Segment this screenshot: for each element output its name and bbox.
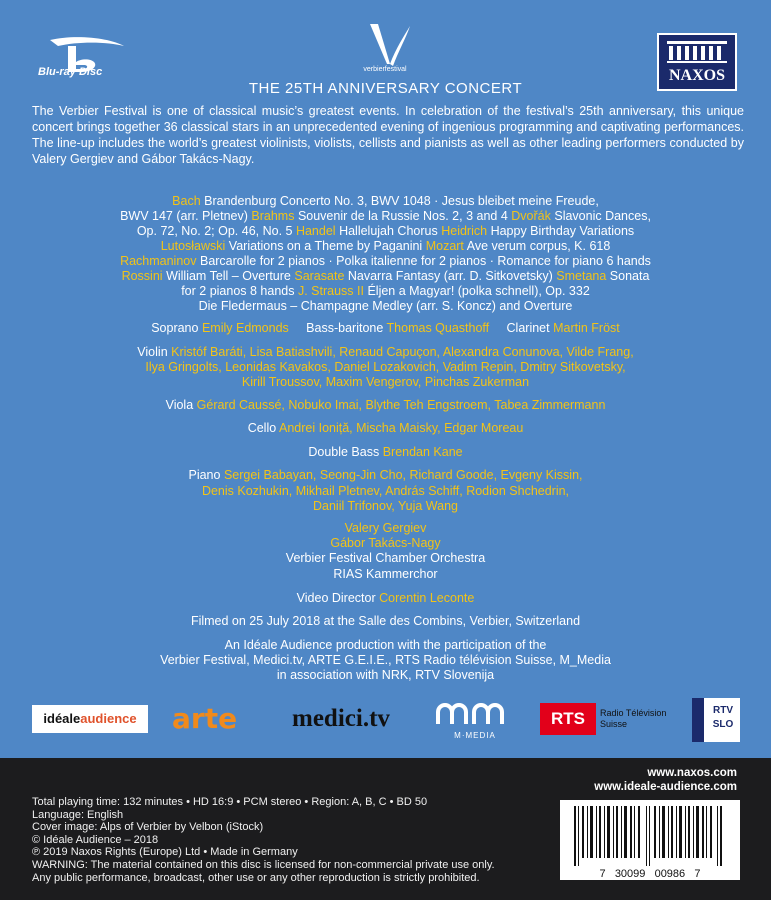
credit-line: in association with NRK, RTV Slovenija — [276, 668, 495, 682]
orchestra: Verbier Festival Chamber Orchestra — [285, 551, 486, 565]
piano-line: Denis Kozhukin, Mikhail Pletnev, András Schiff, Rodion Shchedrin, — [201, 484, 570, 498]
footer-details — [32, 796, 495, 884]
details-line: WARNING: The material contained on this disc is licensed for non-commercial private use only. — [32, 858, 495, 871]
logo-text: Suisse — [600, 719, 628, 729]
choir: RIAS Kammerchor — [333, 567, 438, 581]
violin-line: Kirill Troussov, Maxim Vengerov, Pinchas Zukerman — [241, 375, 530, 389]
rts-logo: RTS — [540, 703, 596, 735]
work: Sonata — [609, 269, 650, 283]
violin-line — [0, 345, 771, 359]
work: Variations on a Theme by Paganini — [228, 239, 423, 253]
role-label: Clarinet — [506, 321, 550, 335]
work: Barcarolle for 2 pianos · Polka italienne for 2 pianos · Romance for piano 6 hands — [199, 254, 651, 268]
composer: Sarasate — [294, 269, 345, 283]
video-director-line — [0, 591, 771, 605]
footer-urls — [594, 766, 737, 794]
composer: Lutosławski — [160, 239, 226, 253]
details-line: Language: English — [32, 808, 124, 821]
work: BWV 147 (arr. Pletnev) — [120, 209, 248, 223]
violin-line: Ilya Gringolts, Leonidas Kavakos, Daniel Lozakovich, Vadim Repin, Dmitry Sitkovetsky, — [145, 360, 626, 374]
work: Op. 72, No. 2; Op. 46, No. 5 — [136, 224, 293, 238]
work: Die Fledermaus – Champagne Medley (arr. S. Koncz) and Overture — [198, 299, 573, 313]
program-line — [0, 194, 771, 208]
m-media-logo — [434, 702, 516, 738]
ideale-audience-logo — [32, 705, 148, 733]
performer: Corentin Leconte — [379, 591, 475, 605]
composer: Handel — [295, 224, 336, 238]
soloists-line — [0, 321, 771, 335]
program-line — [0, 224, 771, 238]
cello-line — [0, 421, 771, 435]
role-label: Bass-baritone — [306, 321, 384, 335]
ideale-url-link[interactable]: www.ideale-audience.com — [594, 781, 737, 793]
rts-sub-label — [600, 708, 666, 730]
naxos-url-link[interactable]: www.naxos.com — [647, 767, 737, 779]
logo-text: RTV — [713, 705, 733, 716]
performer: Kristóf Baráti, Lisa Batiashvili, Renaud Capuçon, Alexandra Conunova, Vilde Frang, — [171, 345, 634, 359]
performer: Emily Edmonds — [201, 321, 289, 335]
viola-line — [0, 398, 771, 412]
composer: Smetana — [556, 269, 607, 283]
composer: J. Strauss II — [297, 284, 364, 298]
performer: Martin Fröst — [553, 321, 620, 335]
logo-text: audience — [80, 711, 137, 726]
intro-paragraph: The Verbier Festival is one of classical music’s greatest events. In celebration of the festival’s 25th anniversary, this unique concert brings together 36 classical stars in an unprecedented evening of ingenious programming and captivating performances. The line-up includes the world’s greatest violinists, violists, cellists and pianists as well as other leading performers conducted by Valery Gergiev and Gábor Takács-Nagy. — [32, 104, 744, 166]
double-bass-line — [0, 445, 771, 459]
work: Éljen a Magyar! (polka schnell), Op. 332 — [367, 284, 590, 298]
role-label: Cello — [247, 421, 277, 435]
credit-line: An Idéale Audience production with the participation of the — [224, 638, 547, 652]
details-line: Any public performance, broadcast, other use or any other reproduction is strictly prohibited. — [32, 871, 480, 884]
role-label: Piano — [188, 468, 221, 482]
composer: Rossini — [121, 269, 163, 283]
composer: Rachmaninov — [120, 254, 197, 268]
logo-text: idéale — [43, 711, 81, 726]
piano-line — [0, 468, 771, 482]
work: Brandenburg Concerto No. 3, BWV 1048 · Jesus bleibet meine Freude, — [204, 194, 599, 208]
barcode-icon — [560, 800, 740, 866]
m-media-label: M·MEDIA — [454, 731, 496, 740]
program-line — [0, 269, 771, 283]
role-label: Video Director — [296, 591, 376, 605]
work: Happy Birthday Variations — [490, 224, 635, 238]
m-media-icon — [434, 702, 516, 726]
naxos-columns-icon — [667, 41, 727, 63]
work: Souvenir de la Russie Nos. 2, 3 and 4 — [297, 209, 508, 223]
barcode-number: 7 30099 00986 7 — [599, 868, 701, 880]
piano-line: Daniil Trifonov, Yuja Wang — [313, 499, 458, 513]
rtv-slo-logo — [692, 698, 740, 742]
work: Hallelujah Chorus — [339, 224, 438, 238]
verbier-festival-label: verbierfestival — [363, 66, 407, 73]
bluray-label: Blu-ray Disc — [38, 66, 103, 78]
composer: Heidrich — [441, 224, 488, 238]
role-label: Soprano — [151, 321, 199, 335]
composer: Bach — [172, 194, 201, 208]
work: William Tell – Overture — [166, 269, 291, 283]
performer: Sergei Babayan, Seong-Jin Cho, Richard Goode, Evgeny Kissin, — [223, 468, 583, 482]
program-line — [0, 299, 771, 313]
role-label: Double Bass — [308, 445, 380, 459]
performer: Andrei Ioniță, Mischa Maisky, Edgar Moreau — [278, 421, 524, 435]
composer: Mozart — [425, 239, 464, 253]
performer: Brendan Kane — [382, 445, 463, 459]
performer: Gérard Caussé, Nobuko Imai, Blythe Teh Engstroem, Tabea Zimmermann — [196, 398, 606, 412]
credit-line: Verbier Festival, Medici.tv, ARTE G.E.I.E., RTS Radio télévision Suisse, M_Media — [160, 653, 611, 667]
details-line: Total playing time: 132 minutes • HD 16:9 • PCM stereo • Region: A, B, C • BD 50 — [32, 796, 428, 808]
logo-text: SLO — [712, 719, 734, 730]
composer: Brahms — [251, 209, 295, 223]
details-line: Cover image: Alps of Verbier by Velbon (iStock) — [32, 821, 264, 834]
program-line — [0, 209, 771, 223]
logo-text: Radio Télévision — [600, 708, 667, 718]
page-title: THE 25TH ANNIVERSARY CONCERT — [248, 80, 523, 97]
details-line: ℗ 2019 Naxos Rights (Europe) Ltd • Made in Germany — [32, 846, 298, 859]
performer: Thomas Quasthoff — [386, 321, 490, 335]
work: for 2 pianos 8 hands — [181, 284, 295, 298]
medici-logo: medici.tv — [292, 705, 390, 732]
role-label: Violin — [137, 345, 168, 359]
filmed-line: Filmed on 25 July 2018 at the Salle des Combins, Verbier, Switzerland — [190, 614, 581, 628]
naxos-label: NAXOS — [668, 67, 725, 84]
arte-logo: arte — [172, 702, 238, 735]
work: Ave verum corpus, K. 618 — [466, 239, 611, 253]
work: Slavonic Dances, — [554, 209, 651, 223]
rtv-text — [706, 704, 740, 732]
details-line: © Idéale Audience – 2018 — [32, 833, 159, 846]
program-line — [0, 254, 771, 268]
work: Navarra Fantasy (arr. D. Sitkovetsky) — [347, 269, 553, 283]
conductor: Gábor Takács-Nagy — [330, 536, 441, 550]
program-line — [0, 284, 771, 298]
rtv-figure-icon — [692, 698, 704, 742]
conductor: Valery Gergiev — [344, 521, 427, 535]
composer: Dvořák — [511, 209, 551, 223]
program-line — [0, 239, 771, 253]
role-label: Viola — [165, 398, 194, 412]
